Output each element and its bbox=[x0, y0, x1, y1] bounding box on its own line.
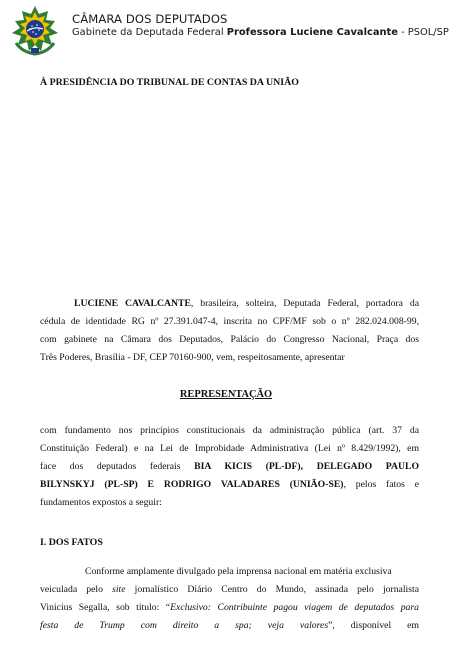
basis-line-1: com fundamento nos princípios constitucionais da administração pública (art. 37 da bbox=[40, 425, 419, 436]
basis-line-5: fundamentos expostos a seguir: bbox=[40, 497, 162, 508]
facts-line-3 bbox=[40, 599, 419, 617]
header-office bbox=[72, 27, 449, 38]
intro-line-3: com gabinete na Câmara dos Deputados, Palácio do Congresso Nacional, Praça dos bbox=[40, 334, 419, 345]
addressee: À PRESIDÊNCIA DO TRIBUNAL DE CONTAS DA UNIÃO bbox=[40, 77, 299, 88]
intro-line-2: cédula de identidade RG nº 27.391.047-4, inscrita no CPF/MF sob o nº 282.024.008-99, bbox=[40, 316, 419, 327]
facts-line-4 bbox=[40, 617, 419, 635]
basis-paragraph bbox=[40, 422, 419, 512]
facts-line-2-post: jornalístico Diário Centro do Mundo, assinada pelo jornalista bbox=[125, 584, 419, 595]
document-title: REPRESENTAÇÃO bbox=[179, 389, 273, 400]
basis-line-4-text: , pelos fatos e bbox=[343, 479, 419, 490]
facts-line-2-pre: veiculada pelo bbox=[40, 584, 113, 595]
basis-line-4 bbox=[40, 476, 419, 494]
intro-line-1 bbox=[40, 295, 419, 313]
facts-line-1: Conforme amplamente divulgado pela imprensa nacional em matéria exclusiva bbox=[85, 566, 392, 577]
facts-line-3-pre: Vinicius Segalla, sob título: “ bbox=[40, 602, 171, 613]
basis-line-2: Constituição Federal) e na Lei de Improbidade Administrativa (Lei nº 8.429/1992), em bbox=[40, 443, 419, 454]
article-title-part-1: Exclusivo: Contribuinte pagou viagem de deputados para bbox=[170, 602, 419, 613]
header-office-name: Professora Luciene Cavalcante bbox=[226, 27, 398, 38]
accused-names-2: BILYNSKYJ (PL-SP) E RODRIGO VALADARES (UNIÃO-SE) bbox=[40, 479, 344, 490]
facts-paragraph bbox=[40, 563, 419, 635]
header-office-suffix: - PSOL/SP bbox=[397, 27, 449, 38]
header-office-prefix: Gabinete da Deputada Federal bbox=[72, 27, 227, 38]
brasao-crest-icon bbox=[8, 5, 62, 57]
facts-line-2 bbox=[40, 581, 419, 599]
article-title-part-2: festa de Trump com direito a spa; veja valores bbox=[40, 620, 329, 631]
intro-paragraph bbox=[40, 295, 419, 367]
header-org-name: CÂMARA DOS DEPUTADOS bbox=[72, 12, 228, 26]
intro-line-1-text: , brasileira, solteira, Deputada Federal, portadora da bbox=[190, 298, 419, 309]
basis-line-3 bbox=[40, 458, 419, 476]
section-title: I. DOS FATOS bbox=[40, 537, 103, 548]
accused-names-1: BIA KICIS (PL-DF), DELEGADO PAULO bbox=[194, 461, 419, 472]
facts-line-4-post: ”, disponível em bbox=[328, 620, 419, 631]
intro-line-4: Três Poderes, Brasília - DF, CEP 70160-900, vem, respeitosamente, apresentar bbox=[40, 352, 345, 363]
representative-name: LUCIENE CAVALCANTE bbox=[74, 298, 191, 309]
facts-site-word: site bbox=[112, 584, 126, 595]
basis-line-3-text: face dos deputados federais bbox=[40, 461, 195, 472]
